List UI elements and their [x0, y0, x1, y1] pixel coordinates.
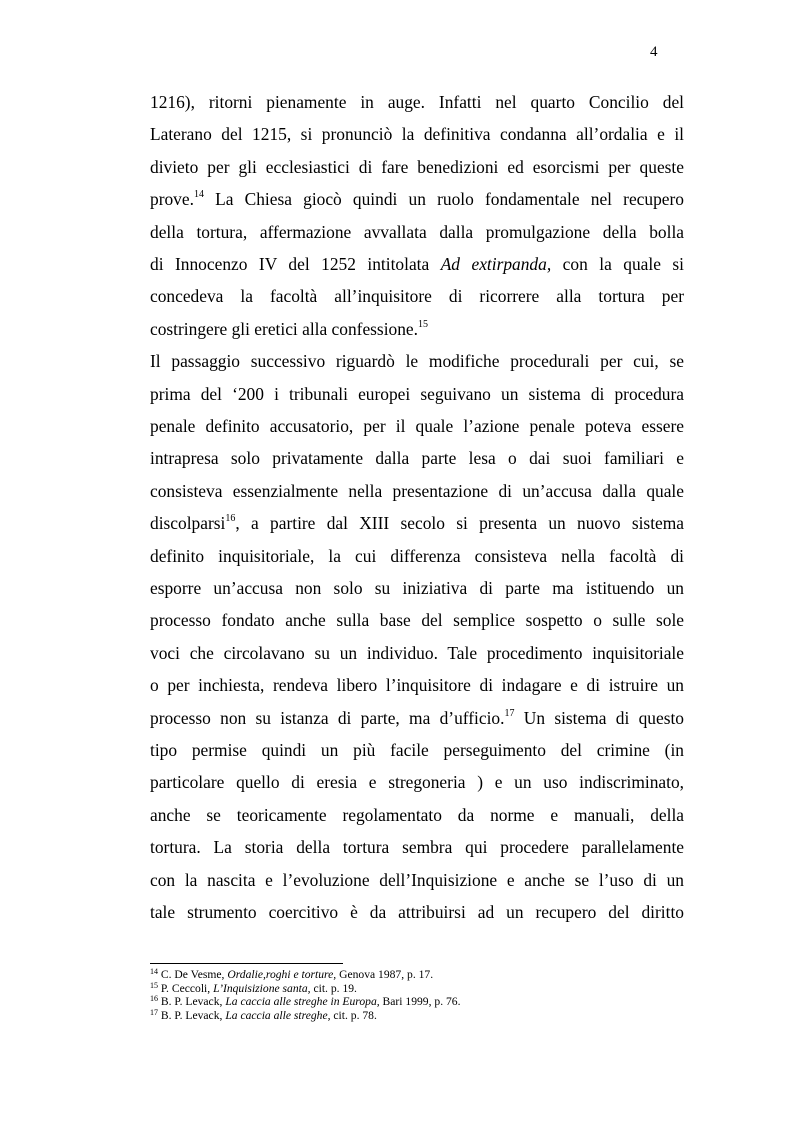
footnote-ref: 15	[418, 318, 428, 330]
text-run: divieto per gli ecclesiastici di fare benedizioni ed esorcismi per queste	[150, 156, 684, 177]
text-run: consisteva essenzialmente nella presentazione di un’accusa dalla quale	[150, 480, 684, 501]
text-run: concedeva la facoltà all’inquisitore di ricorrere alla tortura per	[150, 286, 684, 307]
text-line	[150, 481, 684, 502]
text-line	[150, 92, 684, 113]
text-run: cit. p. 78.	[330, 1008, 377, 1022]
footnote-number: 16	[150, 994, 158, 1004]
footnote-ref: 16	[225, 513, 236, 525]
text-line	[150, 513, 684, 534]
text-line	[150, 610, 684, 631]
text-run: tale strumento coercitivo è da attribuirsi ad un recupero del diritto	[150, 902, 684, 922]
text-run: della tortura, affermazione avvallata dalla promulgazione della bolla	[150, 221, 684, 242]
footnote-number: 15	[150, 980, 158, 990]
text-run: Il passaggio successivo riguardò le modifiche procedurali per cui, se	[150, 351, 684, 372]
text-line	[150, 416, 684, 437]
text-line	[150, 902, 684, 923]
text-run: particolare quello di eresia e stregoneria ) e un uso indiscriminato,	[150, 772, 684, 793]
text-run: con la quale si	[551, 254, 685, 274]
text-run: con la nascita e l’evoluzione dell’Inquisizione e anche se l’uso di un	[150, 869, 684, 890]
text-run: cit. p. 19.	[310, 981, 357, 995]
text-run: Un sistema di questo	[514, 707, 684, 728]
text-line	[150, 157, 684, 178]
text-run: esporre un’accusa non solo su iniziativa di parte ma istituendo un	[150, 578, 684, 598]
text-run: costringere gli eretici alla confessione.	[150, 318, 418, 339]
footnote-number: 17	[150, 1007, 158, 1017]
text-run: prove.	[150, 189, 194, 210]
text-run: Laterano del 1215, si pronunciò la definitiva condanna all’ordalia e il	[150, 124, 684, 145]
text-run: La Chiesa giocò quindi un ruolo fondamentale nel recupero	[203, 189, 684, 210]
text-line	[150, 448, 684, 469]
text-run: Genova 1987, p. 17.	[336, 968, 434, 981]
footnote-ref: 14	[193, 189, 204, 201]
italic-title: La caccia alle streghe in Europa,	[225, 995, 380, 1009]
text-run: processo fondato anche sulla base del semplice sospetto o sulle sole	[150, 610, 684, 631]
italic-title: Ordalie,roghi e torture,	[227, 968, 337, 981]
text-run: B. P. Levack,	[158, 995, 226, 1009]
text-run: o per inchiesta, rendeva libero l’inquisitore di indagare e di istruire un	[150, 675, 684, 696]
text-run: anche se teoricamente regolamentato da norme e manuali, della	[150, 804, 684, 825]
text-run: , a partire dal XIII secolo si presenta un nuovo sistema	[235, 513, 684, 534]
footnote-item	[150, 982, 357, 995]
text-line	[150, 319, 684, 340]
text-line	[150, 870, 684, 891]
text-line	[150, 837, 684, 858]
text-run: penale definito accusatorio, per il quale l’azione penale poteva essere	[150, 416, 684, 436]
text-run: Bari 1999, p. 76.	[379, 995, 461, 1009]
text-run: 1216), ritorni pienamente in auge. Infatti nel quarto Concilio del	[150, 92, 684, 112]
text-line	[150, 578, 684, 599]
italic-title: La caccia alle streghe,	[225, 1008, 331, 1022]
text-line	[150, 708, 684, 729]
text-run: P. Ceccoli,	[158, 981, 214, 995]
footnote-item	[150, 995, 460, 1008]
page-number: 4	[650, 44, 658, 60]
text-line	[150, 740, 684, 761]
text-line	[150, 254, 684, 275]
text-run: C. De Vesme,	[158, 968, 228, 981]
text-run: prima del ‘200 i tribunali europei seguivano un sistema di procedura	[150, 383, 684, 404]
text-line	[150, 286, 684, 307]
text-line	[150, 805, 684, 826]
text-run: di Innocenzo IV del 1252 intitolata	[150, 254, 441, 274]
footnote-number: 14	[150, 967, 158, 976]
text-run: definito inquisitoriale, la cui differenza consisteva nella facoltà di	[150, 545, 684, 566]
footnote-ref: 17	[504, 707, 515, 719]
italic-title: L’Inquisizione santa,	[213, 981, 311, 995]
text-line	[150, 546, 684, 567]
text-run: discolparsi	[150, 513, 226, 534]
text-run: tipo permise quindi un più facile perseguimento del crimine (in	[150, 740, 684, 760]
footnote-item	[150, 1009, 377, 1022]
footnote-separator	[150, 963, 343, 964]
italic-title: Ad extirpanda,	[440, 254, 552, 274]
text-run: processo non su istanza di parte, ma d’ufficio.	[150, 707, 505, 728]
footnote-item	[150, 968, 433, 981]
text-line	[150, 124, 684, 145]
text-line	[150, 675, 684, 696]
text-line	[150, 351, 684, 372]
text-run: intrapresa solo privatamente dalla parte lesa o dai suoi familiari e	[150, 448, 684, 469]
text-run: B. P. Levack,	[158, 1008, 226, 1022]
text-run: voci che circolavano su un individuo. Tale procedimento inquisitoriale	[150, 642, 684, 663]
text-line	[150, 189, 684, 210]
text-line	[150, 643, 684, 664]
text-line	[150, 222, 684, 243]
text-line	[150, 384, 684, 405]
text-line	[150, 772, 684, 793]
text-run: tortura. La storia della tortura sembra qui procedere parallelamente	[150, 837, 684, 858]
